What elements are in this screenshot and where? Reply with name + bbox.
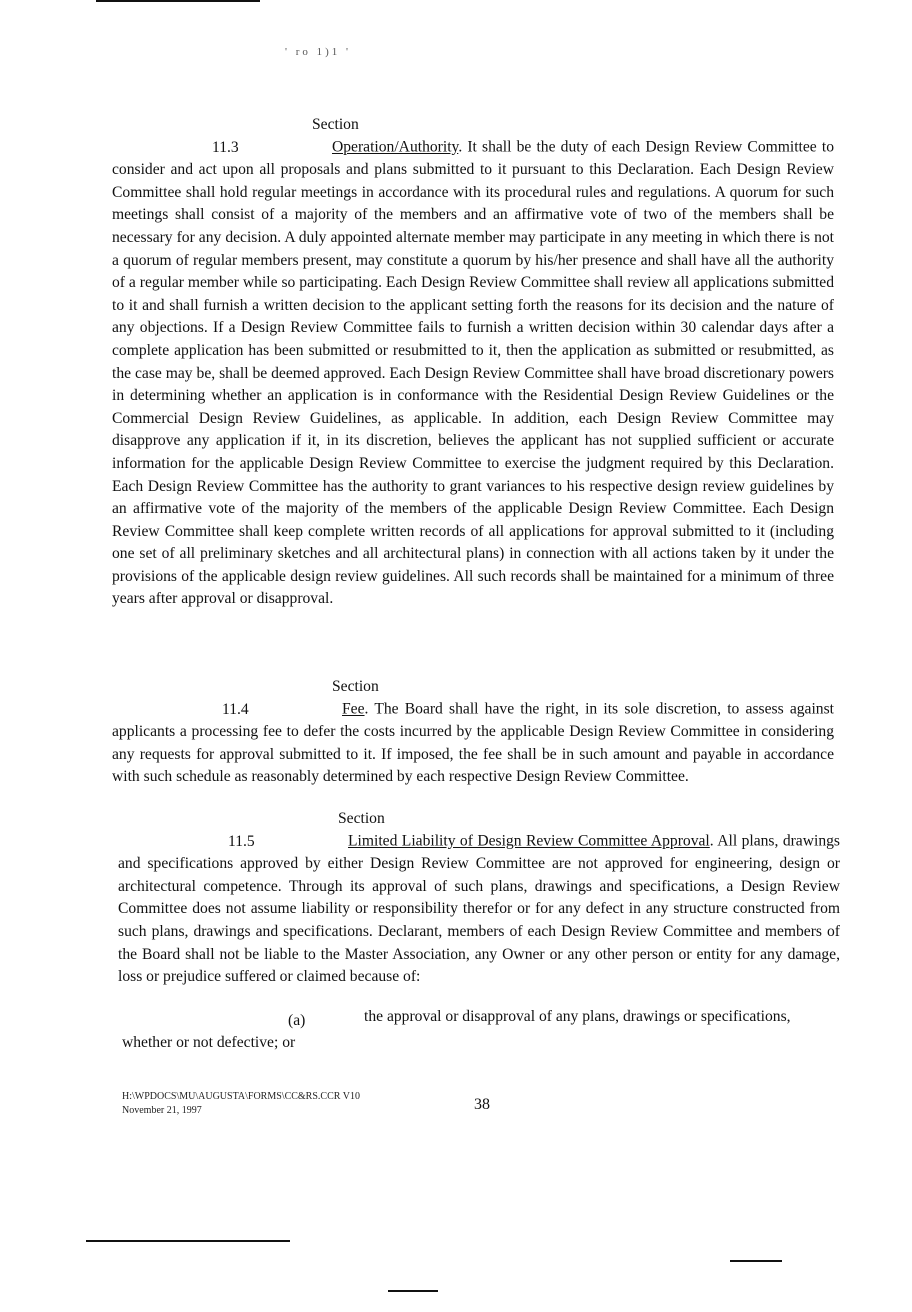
footer-path: H:\WPDOCS\MU\AUGUSTA\FORMS\CC&RS.CCR V10 [122, 1091, 360, 1102]
section-body: . It shall be the duty of each Design Review Committee to consider and act upon all proposals and plans submitted to it pursuant to this Declaration. Each Design Review Committee shall hold regular meetings in accordance with its procedural rules and regulations. A quorum for such meetings shall consist of a majority of the members and an affirmative vote of two of the members shall be necessary for any decision. A duly appointed alternate member may participate in any meeting in which there is not a quorum of regular members present, may constitute a quorum by his/her presence and shall have all the authority of a regular member while so participating. Each Design Review Committee shall review all applications submitted to it and shall furnish a written decision to the applicant setting forth the reasons for its decision and the nature of any objections. If a Design Review Committee fails to furnish a written decision within 30 calendar days after a complete application has been submitted or resubmitted to it, then the application as submitted or resubmitted, as the case may be, shall be deemed approved. Each Design Review Committee shall have broad discretionary powers in determining whether an application is in conformance with the Residential Design Review Guidelines or the Commercial Design Review Guidelines, as applicable. In addition, each Design Review Committee may disapprove any application if it, in its discretion, believes the applicant has not supplied sufficient or accurate information for the applicable Design Review Committee to exercise the judgment required by this Declaration. Each Design Review Committee has the authority to grant variances to his respective design review guidelines by an affirmative vote of the majority of the members of the applicable Design Review Committee. Each Design Review Committee shall keep complete written records of all applications for approval submitted to it (including one set of all preliminary sketches and all architectural plans) in connection with all actions taken by it under the provisions of the applicable design review guidelines. All such records shall be maintained for a minimum of three years after approval or disapproval. [112, 138, 834, 608]
bottom-center-rule [388, 1290, 438, 1292]
section-number: Section 11.5 [228, 810, 385, 850]
bottom-left-rule [86, 1240, 290, 1242]
footer-date: November 21, 1997 [122, 1105, 202, 1116]
list-item-text: the approval or disapproval of any plans, drawings or specifications, [364, 1008, 791, 1025]
list-item-continuation: whether or not defective; or [122, 1034, 296, 1051]
top-rule [96, 0, 260, 2]
section-body: . The Board shall have the right, in its sole discretion, to assess against applicants a processing fee to defer the costs incurred by the applicable Design Review Committee in considering any requests for approval submitted to it. If imposed, the fee shall be in such amount and payable in accordance with such schedule as reasonably determined by each respective Design Review Committee. [112, 700, 834, 786]
footer-file-info [122, 1090, 360, 1118]
section-title: Limited Liability of Design Review Committee Approval [348, 832, 710, 850]
bottom-right-rule [730, 1260, 782, 1262]
page-number: 38 [474, 1096, 490, 1113]
section-title: Operation/Authority [332, 138, 459, 156]
section-body: . All plans, drawings and specifications approved by either Design Review Committee are not approved for engineering, design or architectural competence. Through its approval of such plans, drawings and specifications, a Design Review Committee does not assume liability or responsibility therefor or for any defect in any structure constructed from such plans, drawings and specifications. Declarant, members of each Design Review Committee and members of the Board shall not be liable to the Master Association, any Owner or any other person or entity for any damage, loss or prejudice suffered or claimed because of: [118, 832, 840, 986]
section-11-4 [112, 676, 834, 789]
section-title: Fee [342, 700, 365, 718]
section-11-3 [112, 114, 834, 611]
section-11-5 [118, 808, 840, 989]
section-number: Section 11.3 [212, 116, 359, 156]
header-stamp: ' ro 1)1 ' [285, 46, 352, 58]
list-item-label: (a) [288, 1012, 306, 1029]
section-number: Section 11.4 [222, 678, 379, 718]
